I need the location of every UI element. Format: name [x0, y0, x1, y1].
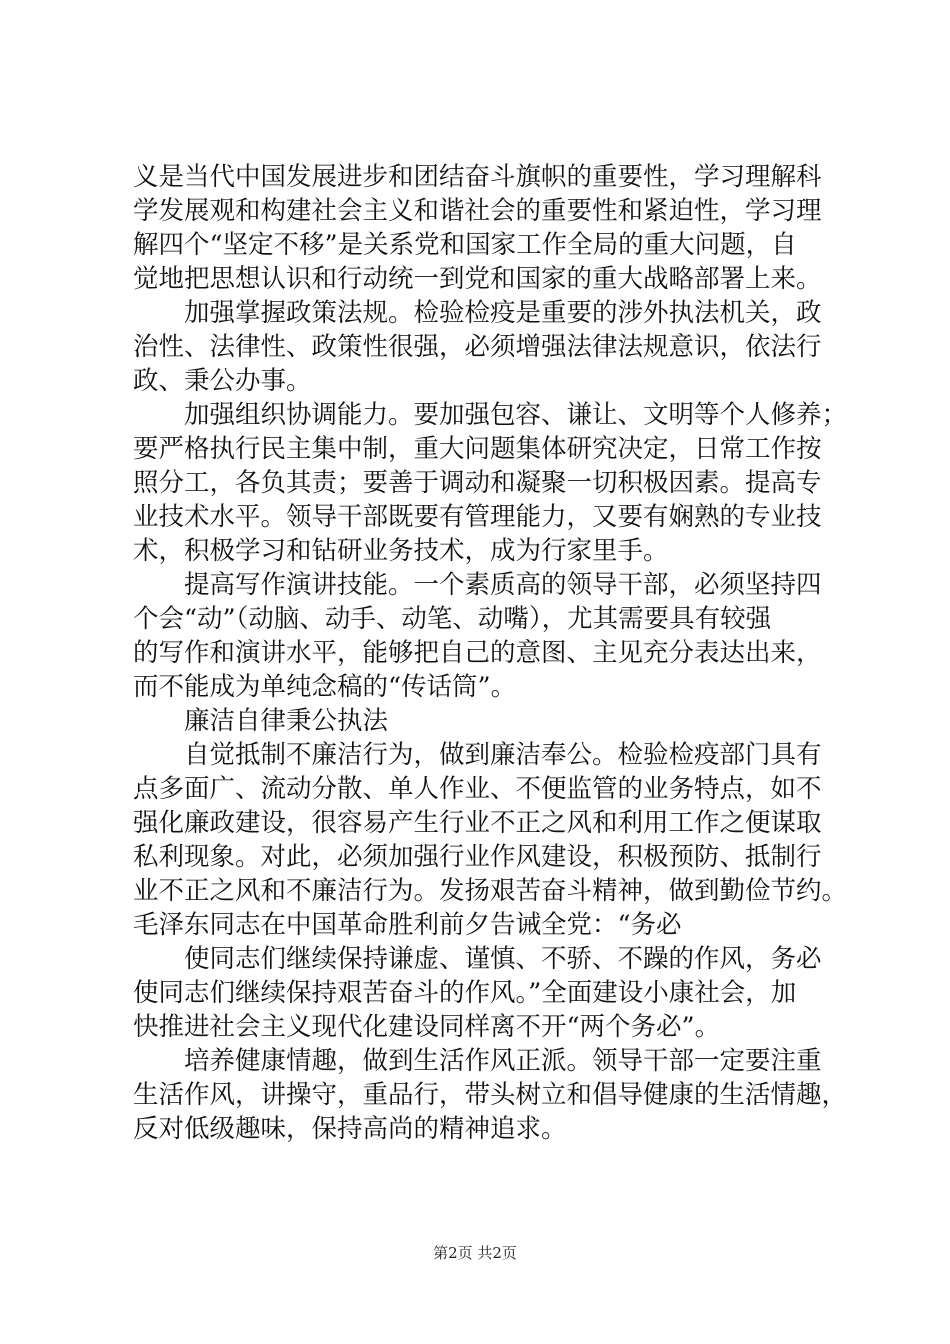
text-line: 生活作风，讲操守，重品行，带头树立和倡导健康的生活情趣， — [133, 1080, 848, 1110]
text-line: 照分工，各负其责；要善于调动和凝聚一切积极因素。提高专 — [133, 468, 822, 498]
text-line: 快推进社会主义现代化建设同样离不开“两个务必”。 — [133, 1012, 721, 1042]
text-line: 强化廉政建设，很容易产生行业不正之风和利用工作之便谋取 — [133, 808, 822, 838]
text-line: 解四个“坚定不移”是关系党和国家工作全局的重大问题，自 — [133, 230, 797, 260]
text-line: 而不能成为单纯念稿的“传话筒”。 — [133, 672, 517, 702]
text-line: 政、秉公办事。 — [133, 366, 312, 396]
page-number-footer: 第2页 共2页 — [433, 1244, 517, 1262]
paragraph-start-line: 培养健康情趣，做到生活作风正派。领导干部一定要注重 — [184, 1046, 822, 1076]
document-body — [133, 160, 848, 1146]
text-line: 个会“动”（动脑、动手、动笔、动嘴），尤其需要具有较强 — [133, 604, 772, 634]
text-line: 学发展观和构建社会主义和谐社会的重要性和紧迫性，学习理 — [133, 196, 822, 226]
text-line: 业技术水平。领导干部既要有管理能力，又要有娴熟的专业技 — [133, 502, 822, 532]
text-line: 私利现象。对此，必须加强行业作风建设，积极预防、抵制行 — [133, 842, 822, 872]
paragraph-start-line: 提高写作演讲技能。一个素质高的领导干部，必须坚持四 — [184, 570, 822, 600]
text-line: 义是当代中国发展进步和团结奋斗旗帜的重要性，学习理解科 — [133, 162, 822, 192]
paragraph-start-line: 加强掌握政策法规。检验检疫是重要的涉外执法机关，政 — [184, 298, 822, 328]
paragraph-start-line: 加强组织协调能力。要加强包容、谦让、文明等个人修养； — [184, 400, 848, 430]
text-line: 反对低级趣味，保持高尚的精神追求。 — [133, 1114, 567, 1144]
text-line: 的写作和演讲水平，能够把自己的意图、主见充分表达出来， — [133, 638, 822, 668]
text-line: 术，积极学习和钻研业务技术，成为行家里手。 — [133, 536, 669, 566]
text-line: 毛泽东同志在中国革命胜利前夕告诫全党：“务必 — [133, 910, 682, 940]
text-line: 要严格执行民主集中制，重大问题集体研究决定，日常工作按 — [133, 434, 822, 464]
text-line: 觉地把思想认识和行动统一到党和国家的重大战略部署上来。 — [133, 264, 822, 294]
text-line: 使同志们继续保持艰苦奋斗的作风。”全面建设小康社会，加 — [133, 978, 797, 1008]
text-line: 业不正之风和不廉洁行为。发扬艰苦奋斗精神，做到勤俭节约。 — [133, 876, 848, 906]
text-line: 治性、法律性、政策性很强，必须增强法律法规意识，依法行 — [133, 332, 822, 362]
paragraph-start-line: 自觉抵制不廉洁行为，做到廉洁奉公。检验检疫部门具有 — [184, 740, 822, 770]
paragraph-start-line: 使同志们继续保持谦虚、谨慎、不骄、不躁的作风，务必 — [184, 944, 822, 974]
section-heading: 廉洁自律秉公执法 — [184, 706, 389, 736]
text-line: 点多面广、流动分散、单人作业、不便监管的业务特点，如不 — [133, 774, 822, 804]
